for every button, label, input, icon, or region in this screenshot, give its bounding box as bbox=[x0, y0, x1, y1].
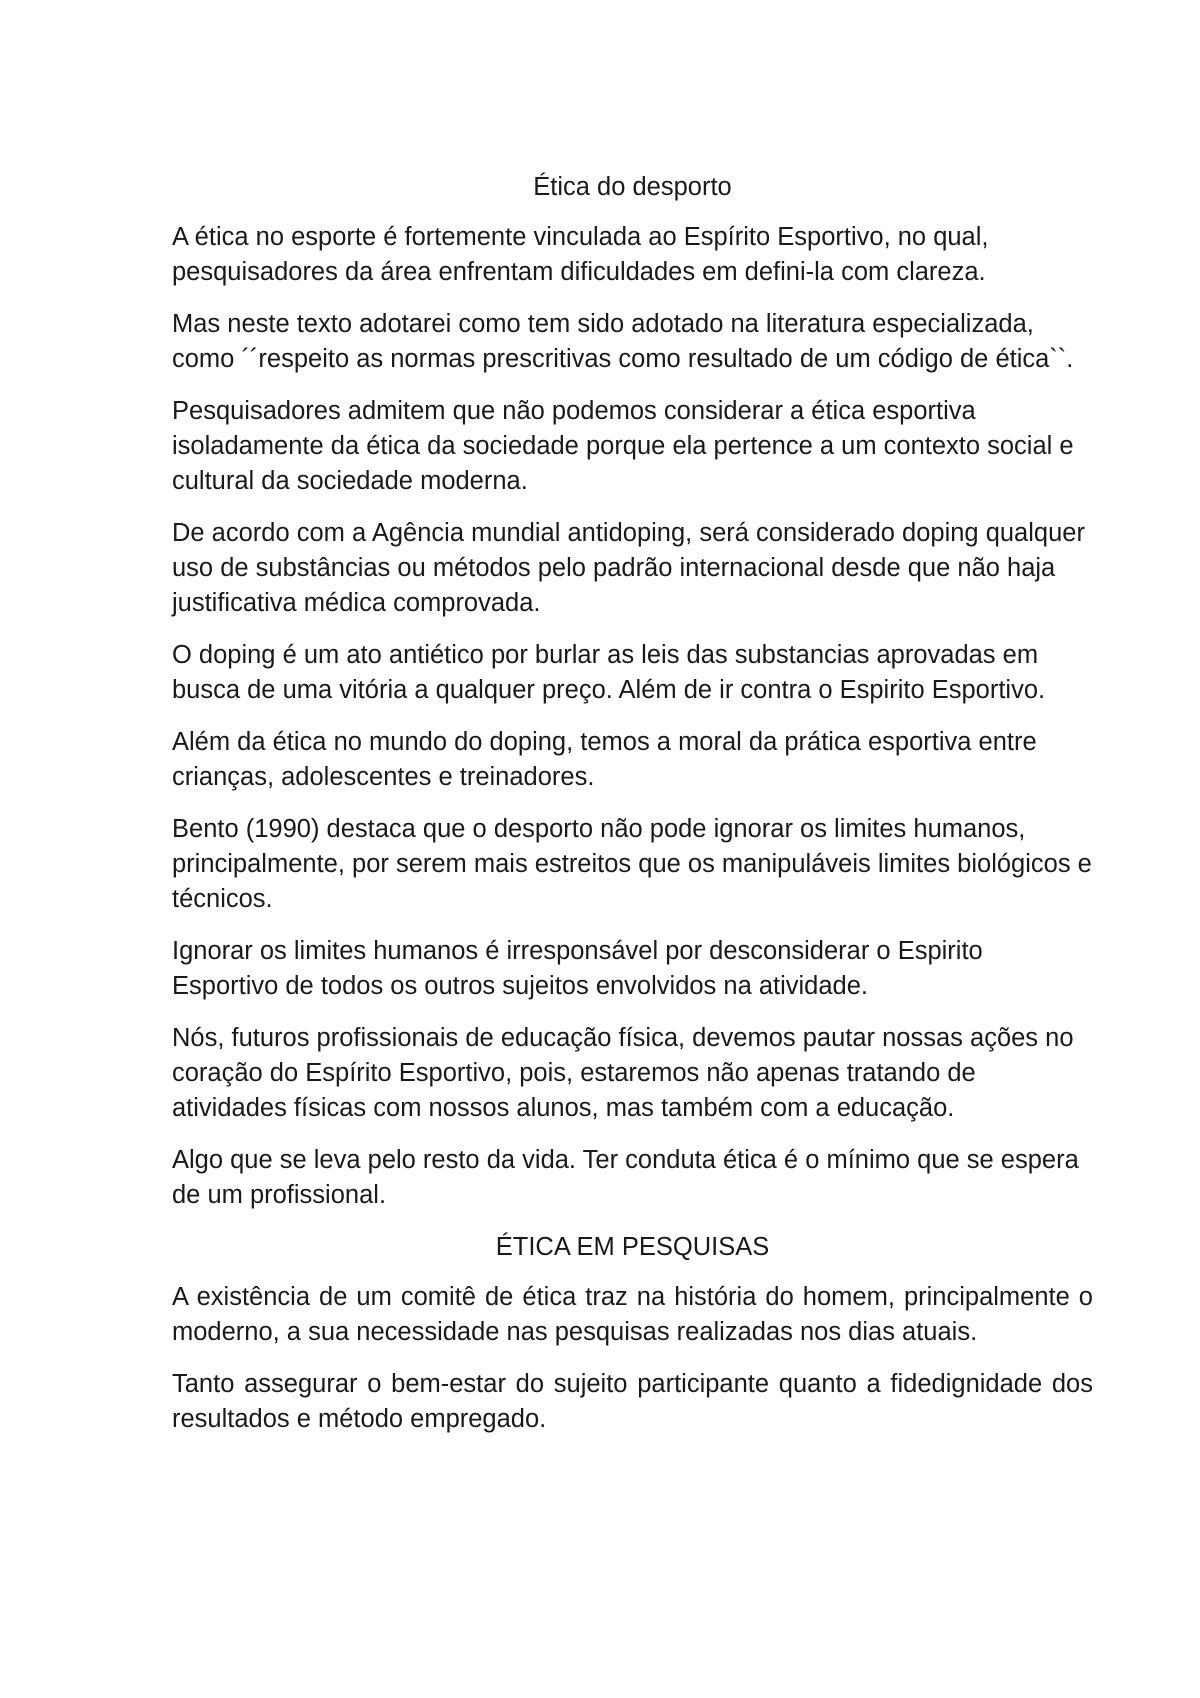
paragraph: Bento (1990) destaca que o desporto não pode ignorar os limites humanos, principalmente, por serem mais estreitos que os manipuláveis limites biológicos e técnicos. bbox=[172, 815, 1092, 913]
paragraph: De acordo com a Agência mundial antidoping, será considerado doping qualquer uso de substâncias ou métodos pelo padrão internacional desde que não haja justificativa médica comprovada. bbox=[172, 519, 1085, 617]
paragraph: Nós, futuros profissionais de educação física, devemos pautar nossas ações no coração do Espírito Esportivo, pois, estaremos não apenas tratando de atividades físicas com nossos alunos, mas também com a educação. bbox=[172, 1024, 1074, 1122]
paragraph: Além da ética no mundo do doping, temos a moral da prática esportiva entre crianças, adolescentes e treinadores. bbox=[172, 728, 1037, 791]
paragraph: A ética no esporte é fortemente vinculada ao Espírito Esportivo, no qual, pesquisadores da área enfrentam dificuldades em defini-la com clareza. bbox=[172, 223, 989, 286]
paragraph: A existência de um comitê de ética traz na história do homem, principalmente o moderno, a sua necessidade nas pesquisas realizadas nos dias atuais. bbox=[172, 1283, 1093, 1346]
section-heading: ÉTICA EM PESQUISAS bbox=[495, 1233, 770, 1261]
paragraph: Pesquisadores admitem que não podemos considerar a ética esportiva isoladamente da ética da sociedade porque ela pertence a um contexto social e cultural da sociedade moderna. bbox=[172, 397, 1074, 495]
paragraph: Tanto assegurar o bem-estar do sujeito participante quanto a fidedignidade dos resultados e método empregado. bbox=[172, 1370, 1093, 1433]
paragraph: Algo que se leva pelo resto da vida. Ter conduta ética é o mínimo que se espera de um profissional. bbox=[172, 1146, 1079, 1209]
paragraph: Mas neste texto adotarei como tem sido adotado na literatura especializada, como ´´respeito as normas prescritivas como resultado de um código de ética``. bbox=[172, 310, 1074, 373]
paragraph: Ignorar os limites humanos é irresponsável por desconsiderar o Espirito Esportivo de todos os outros sujeitos envolvidos na atividade. bbox=[172, 937, 983, 1000]
paragraph: O doping é um ato antiético por burlar as leis das substancias aprovadas em busca de uma vitória a qualquer preço. Além de ir contra o Espirito Esportivo. bbox=[172, 641, 1046, 704]
document-title: Ética do desporto bbox=[533, 173, 732, 201]
